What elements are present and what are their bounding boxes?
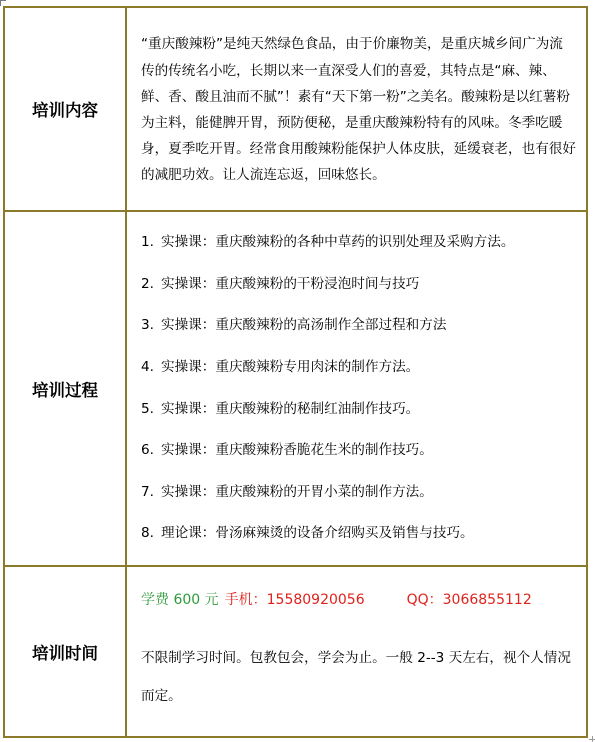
step-number: 2.: [141, 275, 154, 292]
process-step: [141, 389, 576, 431]
process-step-list: [141, 222, 576, 555]
tuition-fee: 学费 600 元: [141, 591, 219, 608]
content-cell: [126, 7, 587, 211]
process-step: [141, 305, 576, 347]
process-cell: [126, 211, 587, 566]
content-label: 培训内容: [4, 7, 126, 211]
page-edge-mark: [589, 739, 595, 740]
time-label: 培训时间: [4, 566, 126, 737]
step-number: 4.: [141, 358, 154, 375]
step-number: 1.: [141, 234, 154, 251]
fee-contact-line: [141, 589, 576, 609]
step-text: 实操课：重庆酸辣粉的秘制红油制作技巧。: [161, 400, 420, 417]
time-description: 不限制学习时间。包教包会，学会为止。一般 2--3 天左右，视个人情况而定。: [141, 649, 571, 704]
step-text: 实操课：重庆酸辣粉香脆花生米的制作技巧。: [161, 442, 433, 459]
step-number: 3.: [141, 317, 154, 334]
step-text: 理论课：骨汤麻辣烫的设备介绍购买及销售与技巧。: [161, 525, 474, 542]
step-number: 6.: [141, 442, 154, 459]
step-number: 7.: [141, 483, 154, 500]
training-info-table: [3, 6, 588, 738]
process-label: 培训过程: [4, 211, 126, 566]
content-description: “重庆酸辣粉”是纯天然绿色食品，由于价廉物美，是重庆城乡间广为流传的传统名小吃，长期以来一直深受人们的喜爱，其特点是“麻、辣、鲜、香、酸且油而不腻”！素有“天下第一粉”之美名。酸辣粉是以红薯粉为主料，能健脾开胃，预防便秘，是重庆酸辣粉特有的风味。冬季吃暖身，夏季吃开胃。经常食用酸辣粉能保护人体皮肤，延缓衰老，也有很好的减肥功效。让人流连忘返，回味悠长。: [141, 36, 576, 184]
process-step: [141, 264, 576, 306]
step-text: 实操课：重庆酸辣粉的开胃小菜的制作方法。: [161, 483, 433, 500]
step-text: 实操课：重庆酸辣粉专用肉沫的制作方法。: [161, 358, 420, 375]
time-row: [4, 566, 587, 737]
qq-number: QQ：3066855112: [406, 591, 532, 608]
process-row: [4, 211, 587, 566]
process-step: [141, 513, 576, 555]
step-text: 实操课：重庆酸辣粉的各种中草药的识别处理及采购方法。: [161, 234, 515, 251]
process-step: [141, 472, 576, 514]
process-step: [141, 347, 576, 389]
process-step: [141, 430, 576, 472]
phone-number: 手机：15580920056: [224, 591, 365, 608]
step-number: 5.: [141, 400, 154, 417]
step-text: 实操课：重庆酸辣粉的干粉浸泡时间与技巧: [161, 275, 420, 292]
content-row: [4, 7, 587, 211]
time-cell: [126, 566, 587, 737]
process-step: [141, 222, 576, 264]
step-text: 实操课：重庆酸辣粉的高汤制作全部过程和方法: [161, 317, 447, 334]
step-number: 8.: [141, 525, 154, 542]
